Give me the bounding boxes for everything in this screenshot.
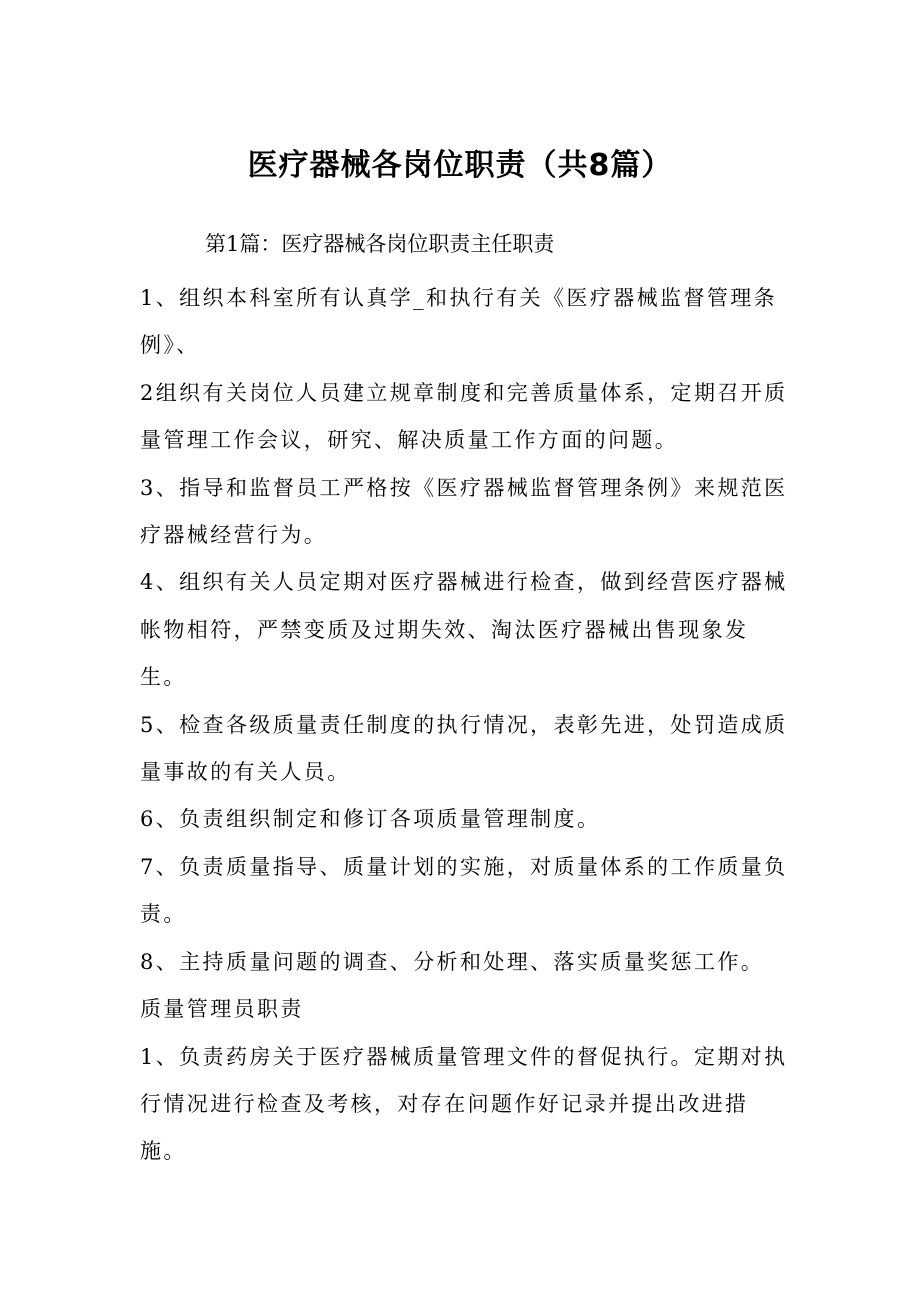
paragraph-duty-7: 7、负责质量指导、质量计划的实施，对质量体系的工作质量负责。 (140, 854, 788, 927)
paragraph-duty-1: 1、组织本科室所有认真学_和执行有关《医疗器械监督管理条例》、 (140, 286, 778, 358)
paragraph-duty-4: 4、组织有关人员定期对医疗器械进行检查，做到经营医疗器械帐物相符，严禁变质及过期失效、淘汰医疗器械出售现象发生。 (140, 570, 788, 690)
section-heading-quality-manager: 质量管理员职责 (140, 997, 304, 1022)
paragraph-duty-8: 8、主持质量问题的调查、分析和处理、落实质量奖惩工作。 (140, 949, 765, 974)
paragraph-duty-6: 6、负责组织制定和修订各项质量管理制度。 (140, 807, 601, 832)
paragraph-duty-2: 2组织有关岗位人员建立规章制度和完善质量体系，定期召开质量管理工作会议，研究、解决质量工作方面的问题。 (140, 380, 788, 453)
paragraph-duty-5: 5、检查各级质量责任制度的执行情况，表彰先进，处罚造成质量事故的有关人员。 (140, 712, 788, 785)
document-title: 医疗器械各岗位职责（共8篇） (247, 148, 673, 183)
document-body (140, 275, 790, 1176)
paragraph-duty-3: 3、指导和监督员工严格按《医疗器械监督管理条例》来规范医疗器械经营行为。 (140, 475, 788, 548)
section-subtitle: 第1篇：医疗器械各岗位职责主任职责 (205, 232, 555, 256)
paragraph-quality-duty-1: 1、负责药房关于医疗器械质量管理文件的督促执行。定期对执行情况进行检查及考核，对存在问题作好记录并提出改进措施。 (140, 1044, 788, 1164)
